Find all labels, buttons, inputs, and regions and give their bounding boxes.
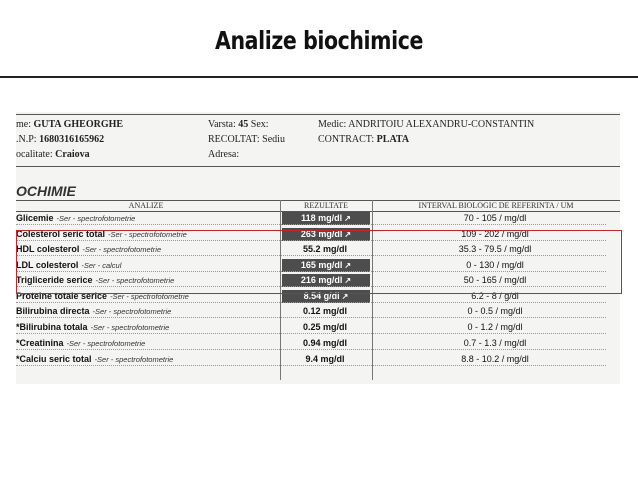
column-header-analysis: ANALIZE xyxy=(128,201,164,210)
section-title: OCHIMIE xyxy=(16,183,76,199)
abnormal-flag-icon: ↗ xyxy=(344,230,352,239)
result-cell: 118 mg/dl ↗ xyxy=(282,212,370,225)
table-row xyxy=(16,212,620,225)
reference-cell: 0 - 130 / mg/dl xyxy=(466,260,524,270)
analysis-cell: Glicemie -Ser - spectrofotometrie xyxy=(16,213,136,223)
reference-cell: 109 - 202 / mg/dl xyxy=(461,229,529,239)
reference-cell: 0 - 0.5 / mg/dl xyxy=(467,306,523,316)
slide-title: Analize biochimice xyxy=(215,26,423,55)
table-row xyxy=(16,321,620,334)
abnormal-flag-icon: ↗ xyxy=(344,261,352,270)
reference-cell: 0.7 - 1.3 / mg/dl xyxy=(463,338,527,348)
analysis-cell: HDL colesterol -Ser - spectrofotometrie xyxy=(16,244,162,254)
top-border xyxy=(16,114,620,115)
row-divider xyxy=(16,349,606,350)
patient-cnp: .N.P: 1680316165962 xyxy=(16,134,105,145)
analysis-cell: *Bilirubina totala -Ser - spectrofotometrie xyxy=(16,322,170,332)
reference-cell: 6.2 - 8 / g/dl xyxy=(471,291,519,301)
title-divider xyxy=(0,76,638,78)
analysis-cell: Colesterol seric total -Ser - spectrofotometrie xyxy=(16,229,187,239)
result-cell: 0.25 mg/dl xyxy=(302,322,347,332)
result-cell: 165 mg/dl ↗ xyxy=(282,259,370,272)
analysis-cell: Bilirubina directa -Ser - spectrofotometrie xyxy=(16,306,172,316)
column-header-result: REZULTATE xyxy=(304,201,348,210)
table-row xyxy=(16,353,620,366)
patient-address: Adresa: xyxy=(208,149,240,160)
analysis-cell: LDL colesterol -Ser - calcul xyxy=(16,260,122,270)
row-divider xyxy=(16,333,606,334)
reference-cell: 8.8 - 10.2 / mg/dl xyxy=(461,354,529,364)
abnormal-flag-icon: ↗ xyxy=(344,276,352,285)
abnormal-flag-icon: ↗ xyxy=(341,292,349,301)
result-cell: 55.2 mg/dl xyxy=(302,244,347,254)
patient-locality: ocalitate: Craiova xyxy=(16,149,90,160)
collection-site: RECOLTAT: Sediu xyxy=(208,134,285,145)
doctor: Medic: ANDRITOIU ALEXANDRU-CONSTANTIN xyxy=(318,119,535,130)
abnormal-flag-icon: ↗ xyxy=(344,214,351,223)
row-divider xyxy=(16,365,606,366)
contract: CONTRACT: PLATA xyxy=(318,134,410,145)
result-cell: 8.54 g/dl ↗ xyxy=(282,290,370,303)
reference-cell: 70 - 105 / mg/dl xyxy=(463,213,527,223)
lipid-profile-highlight xyxy=(16,230,622,294)
header-divider xyxy=(16,166,620,167)
analysis-cell: *Creatinina -Ser - spectrofotometrie xyxy=(16,338,146,348)
reference-cell: 35.3 - 79.5 / mg/dl xyxy=(458,244,532,254)
row-divider xyxy=(16,317,606,318)
row-divider xyxy=(16,302,606,303)
analysis-cell: Trigliceride serice -Ser - spectrofotometrie xyxy=(16,275,175,285)
reference-cell: 50 - 165 / mg/dl xyxy=(463,275,527,285)
result-cell: 263 mg/dl ↗ xyxy=(282,228,370,241)
result-cell: 0.12 mg/dl xyxy=(302,306,347,316)
analysis-cell: *Calciu seric total -Ser - spectrofotometrie xyxy=(16,354,174,364)
result-cell: 9.4 mg/dl xyxy=(305,354,345,364)
result-cell: 216 mg/dl ↗ xyxy=(282,274,370,287)
column-header-reference: INTERVAL BIOLOGIC DE REFERINTA / UM xyxy=(418,201,574,210)
analysis-cell: Proteine totale serice -Ser - spectrofotometrie xyxy=(16,291,189,301)
patient-name: me: GUTA GHEORGHE xyxy=(16,119,124,130)
patient-age: Varsta: 45 Sex: xyxy=(208,119,269,130)
table-row xyxy=(16,337,620,350)
reference-cell: 0 - 1.2 / mg/dl xyxy=(467,322,523,332)
result-cell: 0.94 mg/dl xyxy=(302,338,347,348)
row-divider xyxy=(16,224,606,225)
table-row xyxy=(16,305,620,318)
